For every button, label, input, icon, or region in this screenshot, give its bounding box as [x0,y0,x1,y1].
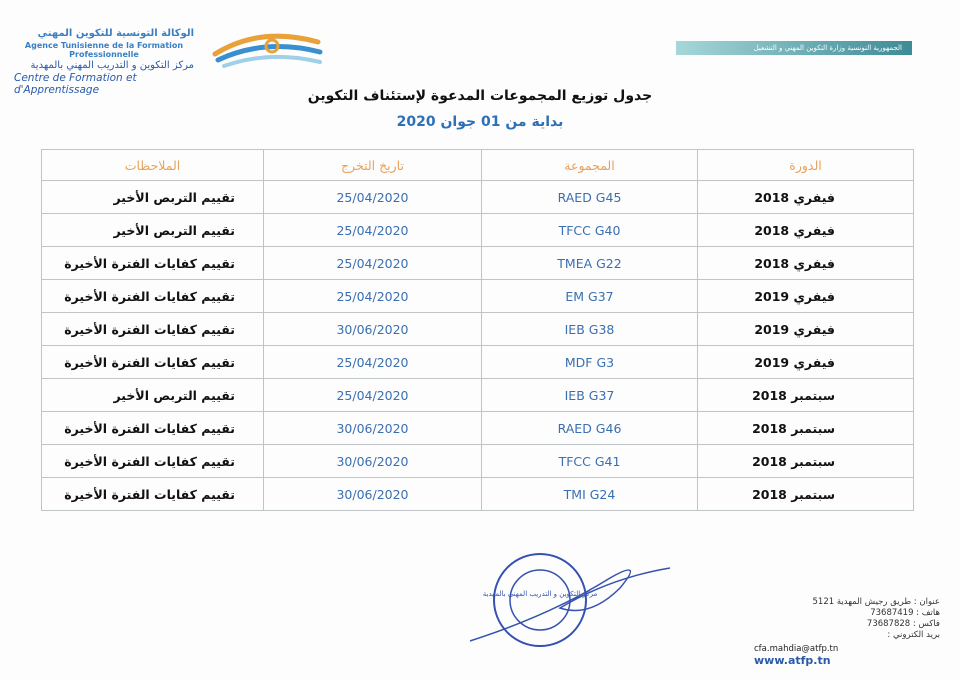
table-row [42,445,914,478]
cell-group: EM G37 [482,280,698,313]
cell-group: IEB G38 [482,313,698,346]
table-row [42,313,914,346]
fax-line: فاكس : 73687828 [866,619,940,629]
document-title: جدول توزيع المجموعات المدعوة لإستئناف التكوين [307,88,653,104]
cell-period: فيفري 2018 [698,214,914,247]
header-group: المجموعة [482,150,698,181]
cell-group: TMEA G22 [482,247,698,280]
cell-notes: تقييم كفايات الفترة الأخيرة [42,313,264,346]
email-label: بريد الكتروني : [887,630,940,640]
cell-notes: تقييم التربص الأخير [42,379,264,412]
signature [470,568,670,658]
header-date: تاريخ التخرج [264,150,482,181]
cell-period: سبتمبر 2018 [698,478,914,511]
cell-notes: تقييم كفايات الفترة الأخيرة [42,412,264,445]
footer-address [760,597,940,641]
table-row [42,346,914,379]
header-period: الدورة [698,150,914,181]
table-row [42,181,914,214]
cell-period: فيفري 2019 [698,313,914,346]
center-name-fr: Centre de Formation et d'Apprentissage [14,72,137,96]
cell-notes: تقييم كفايات الفترة الأخيرة [42,478,264,511]
table-header-row [42,150,914,181]
cell-date: 30/06/2020 [264,313,482,346]
cell-date: 25/04/2020 [264,247,482,280]
cell-period: فيفري 2018 [698,181,914,214]
official-stamp [470,548,680,668]
cell-period: سبتمبر 2018 [698,445,914,478]
cell-group: RAED G46 [482,412,698,445]
cell-notes: تقييم كفايات الفترة الأخيرة [42,280,264,313]
table-row [42,247,914,280]
table-row [42,214,914,247]
cell-period: سبتمبر 2018 [698,412,914,445]
cell-date: 25/04/2020 [264,280,482,313]
cell-group: IEB G37 [482,379,698,412]
cell-group: TFCC G40 [482,214,698,247]
phone-line: هاتف : 73687419 [870,608,940,618]
center-name-ar: مركز التكوين و التدريب المهني بالمهدية [30,60,194,71]
cell-period: فيفري 2018 [698,247,914,280]
cell-period: سبتمبر 2018 [698,379,914,412]
cell-period: فيفري 2019 [698,346,914,379]
cell-date: 25/04/2020 [264,181,482,214]
cell-notes: تقييم كفايات الفترة الأخيرة [42,445,264,478]
groups-table [41,149,914,511]
cell-date: 25/04/2020 [264,346,482,379]
cell-notes: تقييم كفايات الفترة الأخيرة [42,247,264,280]
cell-date: 25/04/2020 [264,214,482,247]
website-link[interactable]: www.atfp.tn [754,654,831,667]
document-subtitle: بداية من 01 جوان 2020 [396,114,564,130]
agency-name-ar: الوكالة التونسية للتكوين المهني [37,28,194,39]
table-row [42,280,914,313]
table-row [42,478,914,511]
organization-header [14,28,324,96]
cell-group: RAED G45 [482,181,698,214]
cell-group: MDF G3 [482,346,698,379]
agency-name-fr: Agence Tunisienne de la Formation Professionnelle [24,41,184,59]
cell-group: TFCC G41 [482,445,698,478]
cell-period: فيفري 2019 [698,280,914,313]
address-line: عنوان : طريق رجيش المهدية 5121 [812,597,940,607]
header-notes: الملاحظات [42,150,264,181]
cell-date: 25/04/2020 [264,379,482,412]
stamp-text: مركز التكوين و التدريب المهني بالمهدية [482,590,598,598]
email-link[interactable]: cfa.mahdia@atfp.tn [754,644,839,654]
table-row [42,412,914,445]
cell-date: 30/06/2020 [264,478,482,511]
cell-date: 30/06/2020 [264,412,482,445]
cell-group: TMI G24 [482,478,698,511]
ministry-banner: الجمهورية التونسية وزارة التكوين المهني و التشغيل [676,41,912,55]
cell-notes: تقييم التربص الأخير [42,214,264,247]
agency-logo-icon [210,32,325,72]
cell-notes: تقييم التربص الأخير [42,181,264,214]
cell-date: 30/06/2020 [264,445,482,478]
table-row [42,379,914,412]
cell-notes: تقييم كفايات الفترة الأخيرة [42,346,264,379]
